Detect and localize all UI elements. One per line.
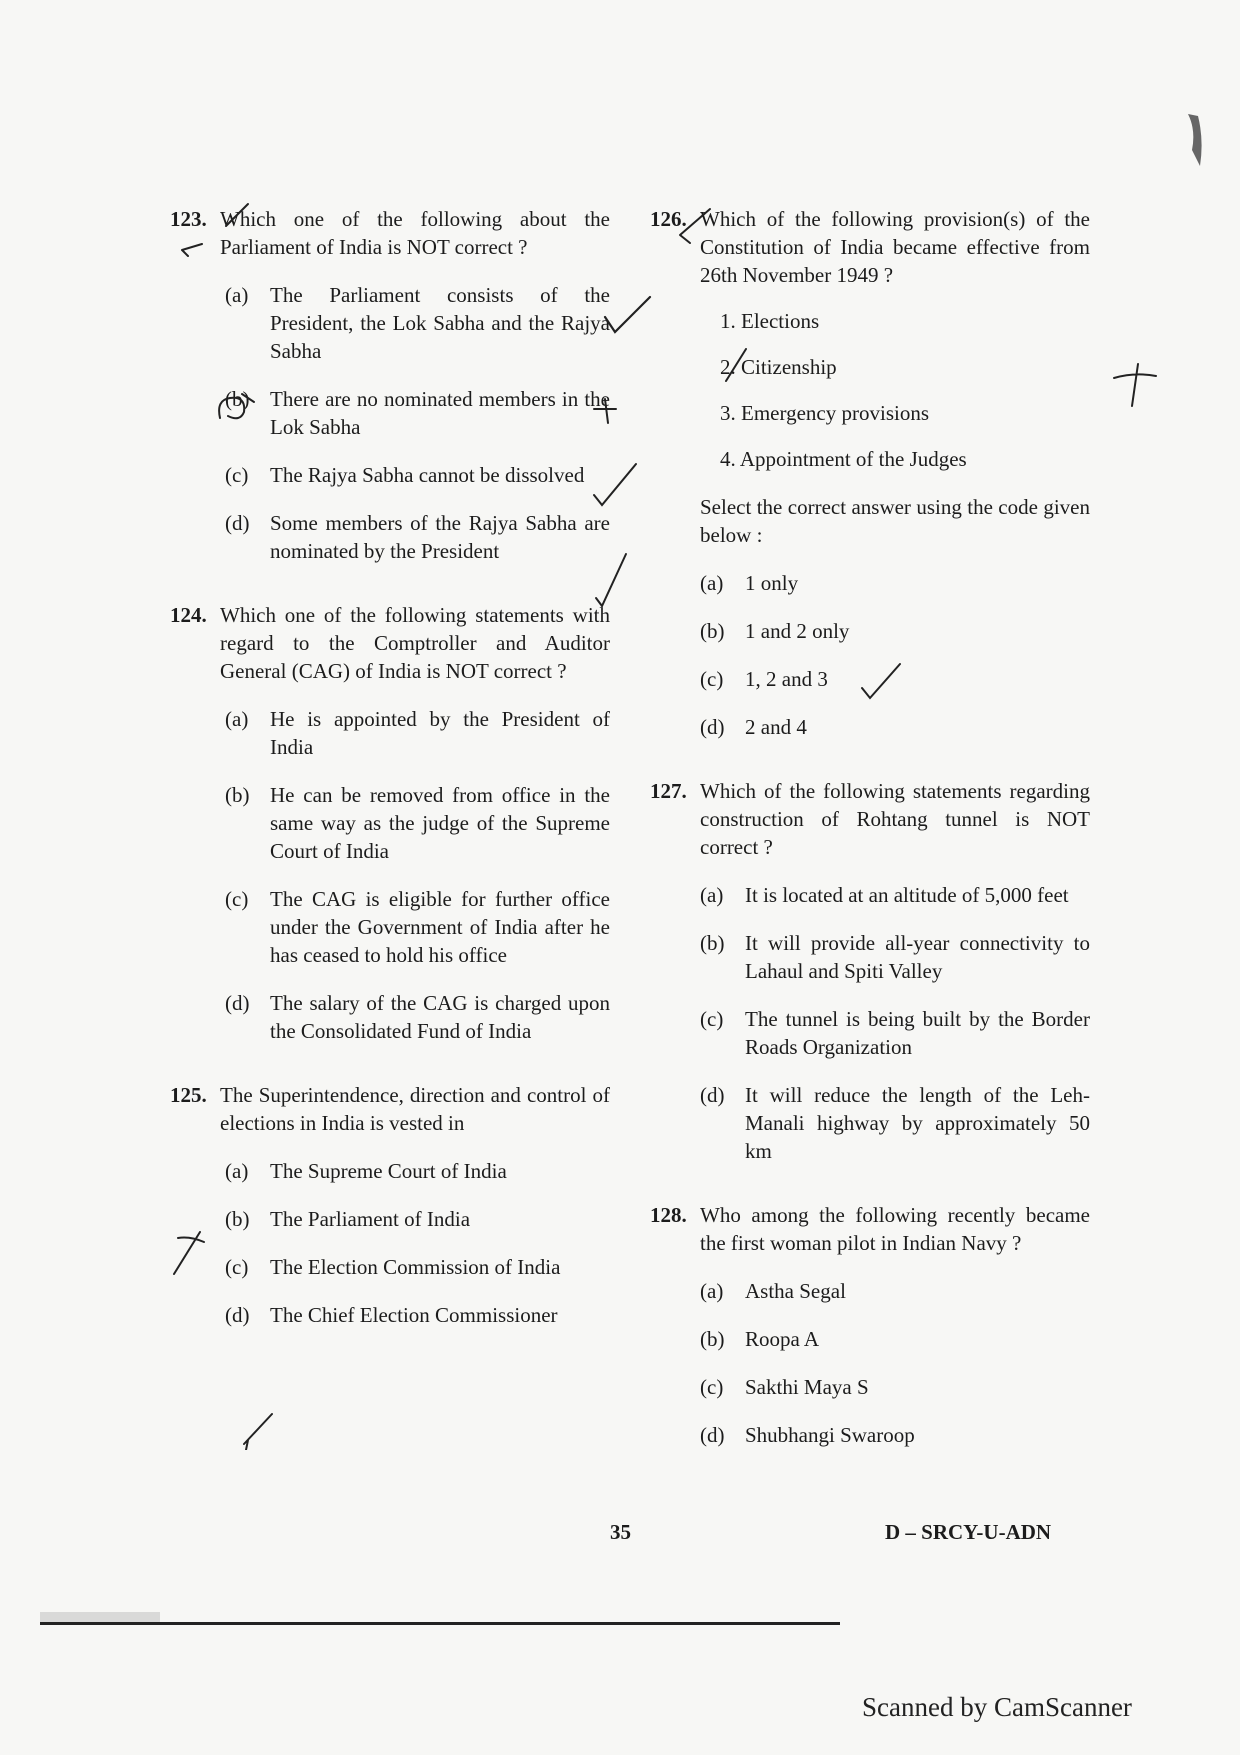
instruction-text: Select the correct answer using the code given below : [700, 495, 1090, 547]
option-text: The tunnel is being built by the Border Roads Organization [745, 1007, 1090, 1059]
option-a [170, 705, 610, 761]
pen-arrow-mark-icon [178, 238, 208, 258]
scanner-watermark: Scanned by CamScanner [862, 1692, 1132, 1722]
option-text: He is appointed by the President of India [270, 707, 610, 759]
option-label: (b) [225, 783, 250, 807]
option-text: The CAG is eligible for further office under the Government of India after he has ceased to hold his office [270, 887, 610, 967]
option-text: Astha Segal [745, 1279, 846, 1303]
option-b [650, 617, 1090, 645]
option-text: It will provide all-year connectivity to Lahaul and Spiti Valley [745, 931, 1090, 983]
question-125 [170, 1081, 610, 1329]
option-text: 1 only [745, 571, 799, 595]
option-label: (b) [700, 619, 725, 643]
question-number: 123. [170, 207, 207, 231]
option-text: The Election Commission of India [270, 1255, 561, 1279]
option-label: (a) [225, 1159, 249, 1183]
option-text: Roopa A [745, 1327, 820, 1351]
pen-slash-mark-icon [676, 205, 716, 245]
option-label: (d) [225, 511, 250, 535]
option-label: (b) [700, 1327, 725, 1351]
question-123 [170, 205, 610, 565]
pen-slash-mark-icon [240, 1410, 276, 1450]
question-text: The Superintendence, direction and control of elections in India is vested in [220, 1083, 610, 1135]
option-c [170, 1253, 610, 1281]
option-a [170, 281, 610, 365]
option-b [650, 929, 1090, 985]
option-text: The Parliament of India [270, 1207, 471, 1231]
option-d [650, 1421, 1090, 1449]
provision-item: 4. Appointment of the Judges [720, 447, 967, 471]
left-column [170, 205, 610, 1365]
option-text: 2 and 4 [745, 715, 807, 739]
pen-checkmark-icon [590, 460, 640, 510]
question-number: 127. [650, 779, 687, 803]
option-label: (a) [700, 883, 724, 907]
option-label: (c) [700, 667, 724, 691]
question-text: Which of the following statements regarding construction of Rohtang tunnel is NOT correct ? [700, 779, 1090, 859]
question-124 [170, 601, 610, 1045]
option-label: (c) [225, 1255, 249, 1279]
option-label: (a) [225, 707, 249, 731]
option-b [170, 781, 610, 865]
option-c [170, 461, 610, 489]
page-corner-shadow [1180, 110, 1210, 170]
option-text: The salary of the CAG is charged upon the Consolidated Fund of India [270, 991, 610, 1043]
pen-slash-mark-icon [170, 1228, 210, 1278]
question-number: 128. [650, 1203, 687, 1227]
question-number: 124. [170, 603, 207, 627]
option-c [650, 1005, 1090, 1061]
question-text: Which one of the following statements with regard to the Comptroller and Auditor General (CAG) of India is NOT correct ? [220, 603, 610, 683]
option-text: 1 and 2 only [745, 619, 850, 643]
option-d [650, 713, 1090, 741]
right-column [650, 205, 1090, 1485]
option-text: He can be removed from office in the same way as the judge of the Supreme Court of India [270, 783, 610, 863]
option-b [650, 1325, 1090, 1353]
option-text: The Parliament consists of the President, the Lok Sabha and the Rajya Sabha [270, 283, 610, 363]
option-label: (c) [700, 1375, 724, 1399]
question-text: Which of the following provision(s) of the Constitution of India became effective from 26th November 1949 ? [700, 207, 1090, 287]
pen-cross-icon [1110, 360, 1160, 410]
option-d [650, 1081, 1090, 1165]
option-text: 1, 2 and 3 [745, 667, 828, 691]
option-d [170, 509, 610, 565]
option-a [650, 569, 1090, 597]
pen-checkmark-icon [600, 292, 660, 342]
option-a [650, 881, 1090, 909]
provision-item: 3. Emergency provisions [720, 401, 929, 425]
pen-slash-mark-icon [222, 200, 252, 230]
option-label: (d) [225, 1303, 250, 1327]
option-label: (c) [700, 1007, 724, 1031]
option-label: (c) [225, 887, 249, 911]
scan-shadow [40, 1612, 160, 1622]
question-number: 125. [170, 1083, 207, 1107]
option-label: (b) [225, 387, 250, 411]
option-a [170, 1157, 610, 1185]
pen-slash-mark-icon [722, 345, 752, 385]
option-text: Some members of the Rajya Sabha are nominated by the President [270, 511, 610, 563]
page-number: 35 [610, 1520, 631, 1544]
option-label: (d) [700, 715, 725, 739]
option-d [170, 1301, 610, 1329]
pen-circle-mark-icon [214, 390, 256, 424]
question-number: 126. [650, 207, 687, 231]
option-text: It is located at an altitude of 5,000 feet [745, 883, 1069, 907]
option-label: (b) [700, 931, 725, 955]
question-text: Who among the following recently became the first woman pilot in Indian Navy ? [700, 1203, 1090, 1255]
question-128 [650, 1201, 1090, 1449]
question-text: Which one of the following about the Parliament of India is NOT correct ? [220, 207, 610, 259]
option-a [650, 1277, 1090, 1305]
option-text: Sakthi Maya S [745, 1375, 869, 1399]
option-label: (a) [225, 283, 249, 307]
option-label: (a) [700, 571, 724, 595]
option-label: (d) [700, 1083, 725, 1107]
option-d [170, 989, 610, 1045]
option-text: It will reduce the length of the Leh-Manali highway by approximately 50 km [745, 1083, 1090, 1163]
option-text: Shubhangi Swaroop [745, 1423, 915, 1447]
pen-checkmark-icon [592, 550, 632, 610]
provision-item: 1. Elections [720, 309, 820, 333]
option-text: There are no nominated members in the Lok Sabha [270, 387, 610, 439]
bottom-rule [40, 1622, 840, 1625]
provision-item: 2. Citizenship [720, 355, 837, 379]
option-label: (d) [225, 991, 250, 1015]
option-text: The Chief Election Commissioner [270, 1303, 558, 1327]
question-127 [650, 777, 1090, 1165]
option-label: (b) [225, 1207, 250, 1231]
option-label: (c) [225, 463, 249, 487]
pen-cross-icon [590, 395, 620, 425]
option-c [650, 1373, 1090, 1401]
option-c [170, 885, 610, 969]
booklet-code: D – SRCY-U-ADN [885, 1520, 1052, 1544]
option-text: The Supreme Court of India [270, 1159, 507, 1183]
option-label: (a) [700, 1279, 724, 1303]
option-label: (d) [700, 1423, 725, 1447]
pen-checkmark-icon [858, 660, 904, 702]
option-b [170, 1205, 610, 1233]
option-text: The Rajya Sabha cannot be dissolved [270, 463, 585, 487]
